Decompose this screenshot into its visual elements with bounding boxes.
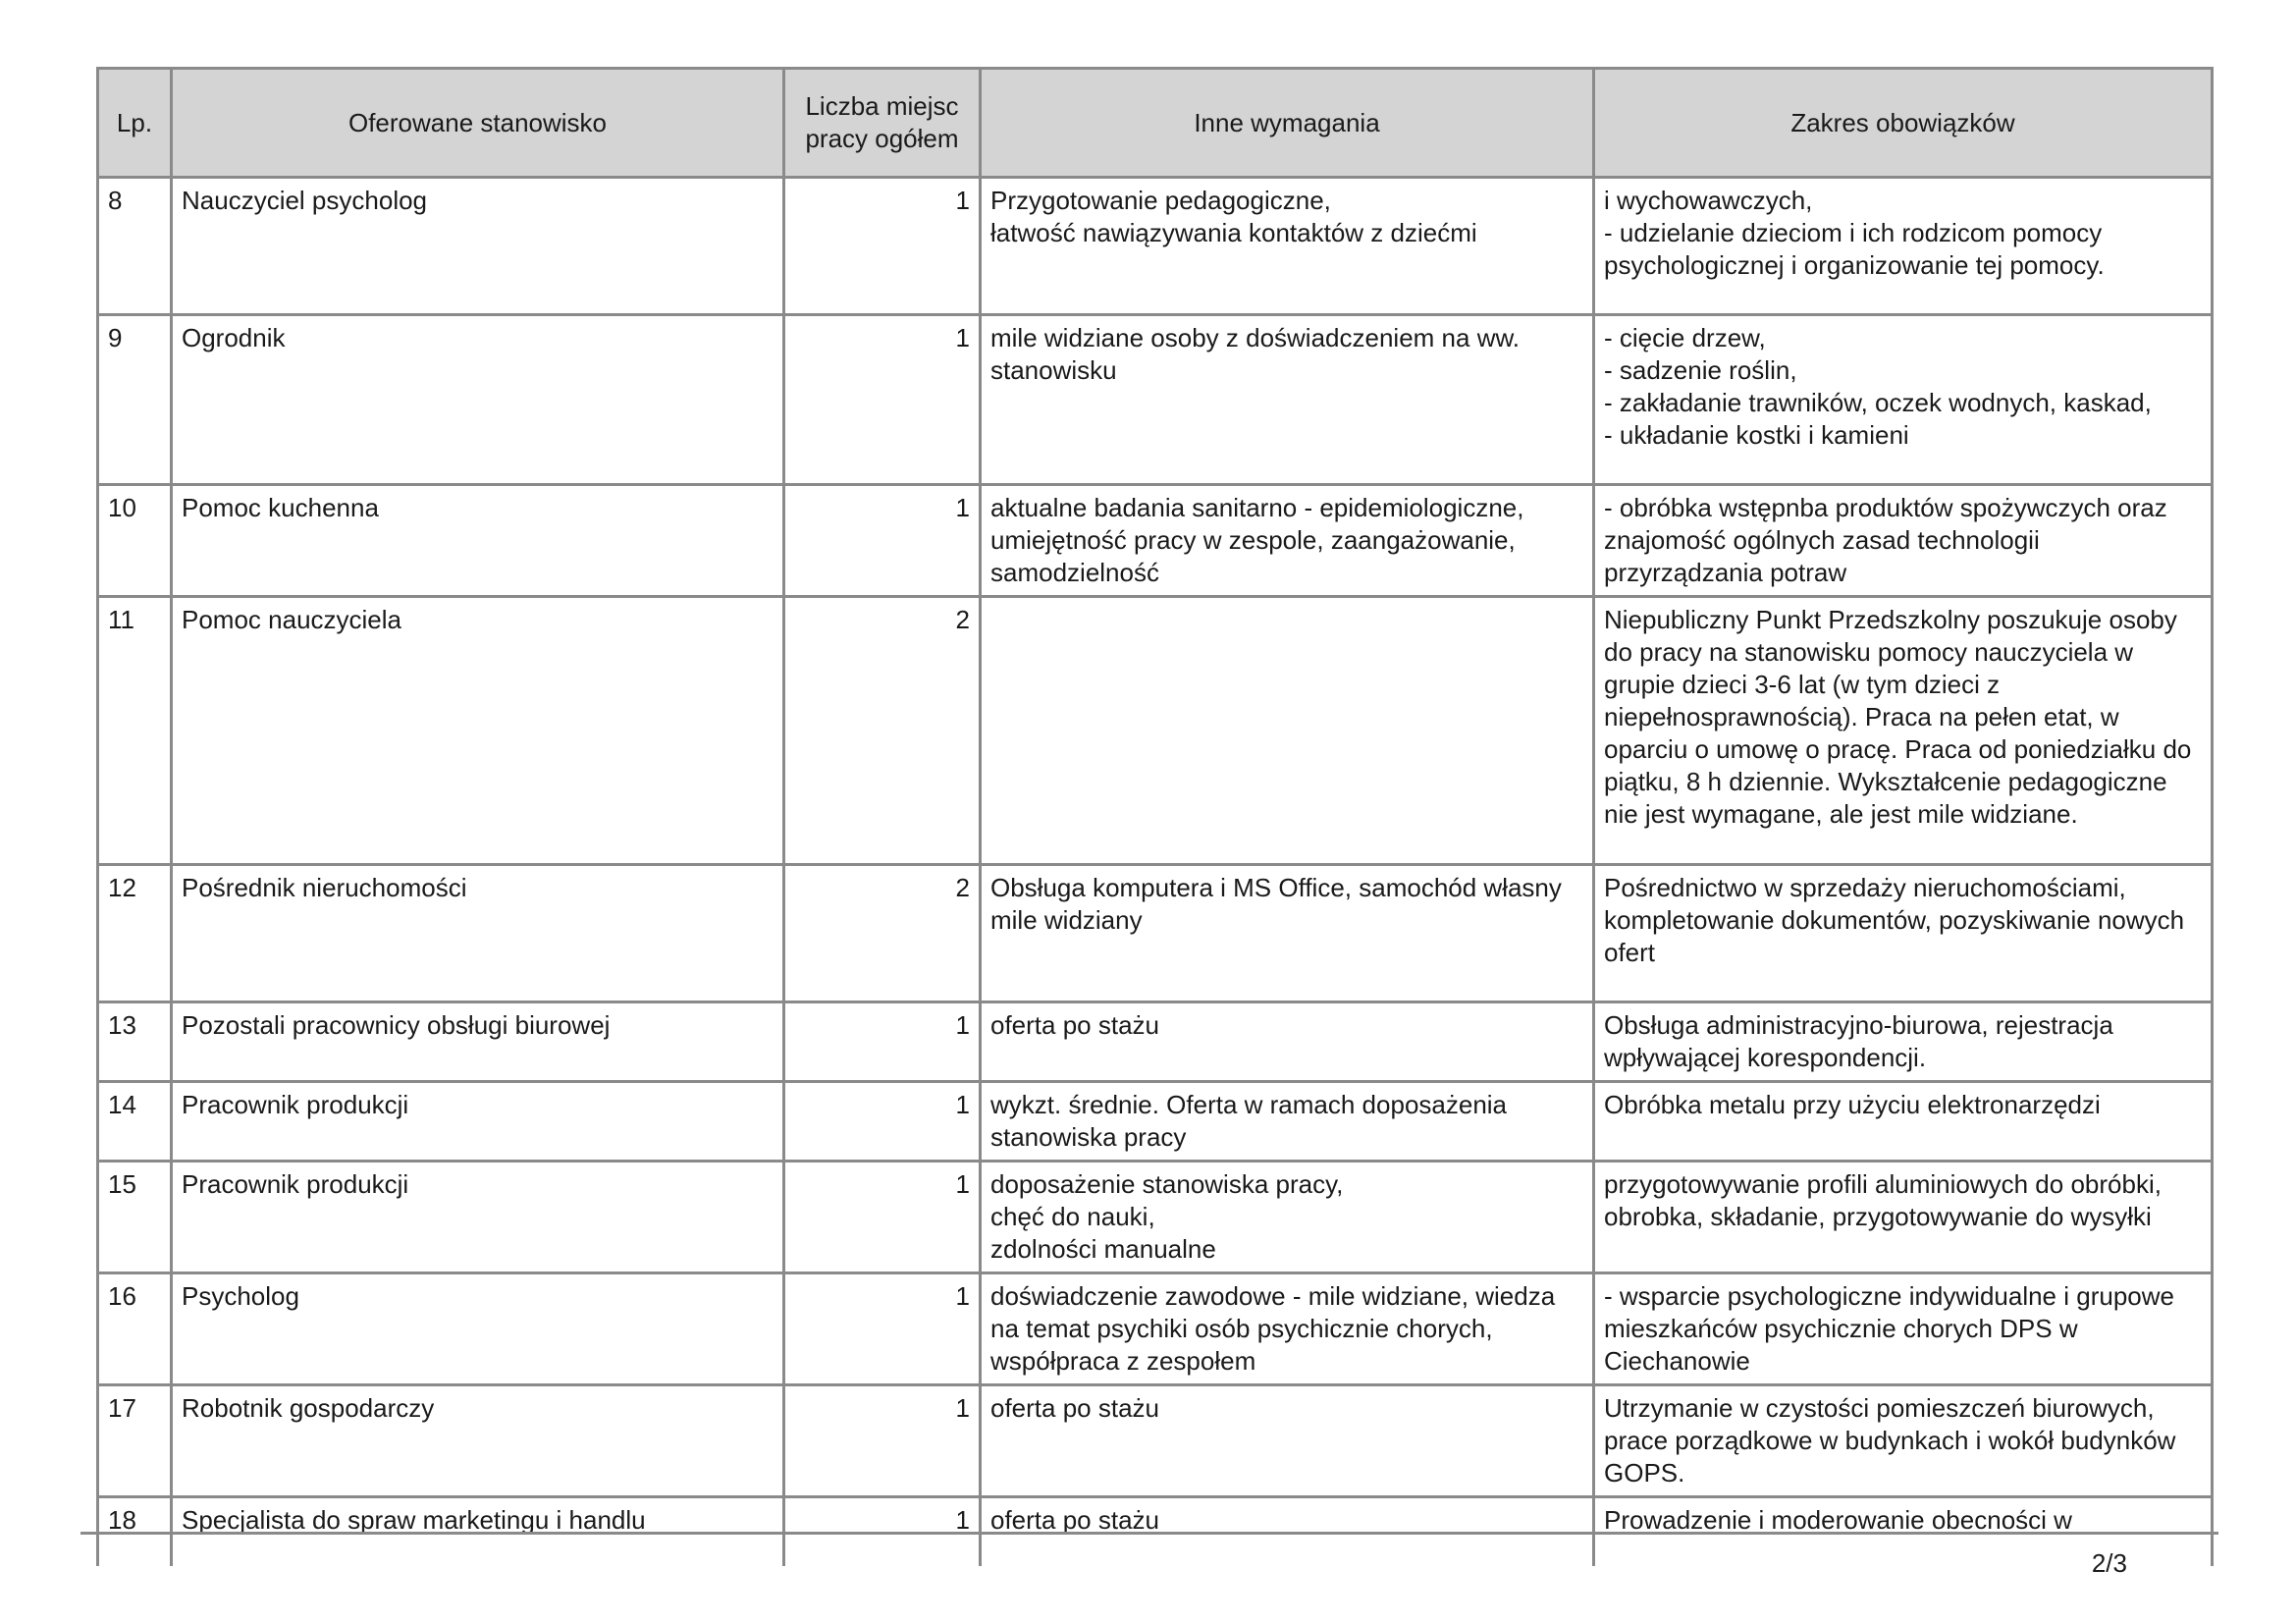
cell-position: Pracownik produkcji <box>172 1082 784 1162</box>
cell-position: Nauczyciel psycholog <box>172 178 784 315</box>
cell-lp: 16 <box>98 1273 172 1385</box>
cell-position: Pośrednik nieruchomości <box>172 865 784 1002</box>
table-row <box>98 1002 2213 1082</box>
footer-divider <box>80 1532 2218 1535</box>
cell-duties: - wsparcie psychologiczne indywidualne i grupowe mieszkańców psychicznie chorych DPS w Ciechanowie <box>1594 1273 2213 1385</box>
cell-duties: - obróbka wstępnba produktów spożywczych oraz znajomość ogólnych zasad technologii przyrządzania potraw <box>1594 485 2213 597</box>
table-row <box>98 865 2213 1002</box>
cell-position: Psycholog <box>172 1273 784 1385</box>
cell-requirements: aktualne badania sanitarno - epidemiologiczne, umiejętność pracy w zespole, zaangażowanie, samodzielność <box>981 485 1594 597</box>
cell-position: Pracownik produkcji <box>172 1162 784 1273</box>
cell-duties: przygotowywanie profili aluminiowych do obróbki, obrobka, składanie, przygotowywanie do wysyłki <box>1594 1162 2213 1273</box>
table-header-row <box>98 69 2213 178</box>
cell-places: 1 <box>784 1497 981 1566</box>
job-offers-table <box>96 67 2214 1566</box>
table-row <box>98 315 2213 485</box>
header-lp: Lp. <box>98 69 172 178</box>
table-row <box>98 1273 2213 1385</box>
table-row <box>98 1385 2213 1497</box>
cell-duties: Obsługa administracyjno-biurowa, rejestracja wpływającej korespondencji. <box>1594 1002 2213 1082</box>
page-number: 2/3 <box>2091 1548 2127 1578</box>
table-row <box>98 178 2213 315</box>
cell-lp: 17 <box>98 1385 172 1497</box>
cell-requirements: wykzt. średnie. Oferta w ramach doposażenia stanowiska pracy <box>981 1082 1594 1162</box>
cell-places: 2 <box>784 865 981 1002</box>
cell-duties: Prowadzenie i moderowanie obecności w <box>1594 1497 2213 1566</box>
table-row <box>98 597 2213 865</box>
cell-places: 1 <box>784 1162 981 1273</box>
header-position: Oferowane stanowisko <box>172 69 784 178</box>
cell-lp: 8 <box>98 178 172 315</box>
cell-places: 1 <box>784 1002 981 1082</box>
cell-requirements: doposażenie stanowiska pracy, chęć do nauki, zdolności manualne <box>981 1162 1594 1273</box>
cell-lp: 18 <box>98 1497 172 1566</box>
cell-duties: Obróbka metalu przy użyciu elektronarzędzi <box>1594 1082 2213 1162</box>
table-row <box>98 1082 2213 1162</box>
cell-lp: 10 <box>98 485 172 597</box>
cell-position: Specjalista do spraw marketingu i handlu <box>172 1497 784 1566</box>
cell-duties: i wychowawczych, - udzielanie dzieciom i ich rodzicom pomocy psychologicznej i organizowanie tej pomocy. <box>1594 178 2213 315</box>
cell-requirements: oferta po stażu <box>981 1002 1594 1082</box>
cell-requirements: oferta po stażu <box>981 1497 1594 1566</box>
cell-position: Pomoc nauczyciela <box>172 597 784 865</box>
cell-places: 2 <box>784 597 981 865</box>
cell-lp: 14 <box>98 1082 172 1162</box>
cell-lp: 12 <box>98 865 172 1002</box>
cell-places: 1 <box>784 1082 981 1162</box>
cell-position: Pomoc kuchenna <box>172 485 784 597</box>
cell-requirements: doświadczenie zawodowe - mile widziane, wiedza na temat psychiki osób psychicznie chorych, współpraca z zespołem <box>981 1273 1594 1385</box>
cell-places: 1 <box>784 315 981 485</box>
cell-lp: 13 <box>98 1002 172 1082</box>
table-row <box>98 1162 2213 1273</box>
cell-duties: Niepubliczny Punkt Przedszkolny poszukuje osoby do pracy na stanowisku pomocy nauczyciela w grupie dzieci 3-6 lat (w tym dzieci z niepełnosprawnością). Praca na pełen etat, w oparciu o umowę o pracę. Praca od poniedziałku do piątku, 8 h dziennie. Wykształcenie pedagogiczne nie jest wymagane, ale jest mile widziane. <box>1594 597 2213 865</box>
cell-duties: Utrzymanie w czystości pomieszczeń biurowych, prace porządkowe w budynkach i wokół budynków GOPS. <box>1594 1385 2213 1497</box>
cell-lp: 15 <box>98 1162 172 1273</box>
cell-lp: 11 <box>98 597 172 865</box>
page-content <box>96 67 2211 1535</box>
cell-lp: 9 <box>98 315 172 485</box>
cell-requirements: Przygotowanie pedagogiczne, łatwość nawiązywania kontaktów z dziećmi <box>981 178 1594 315</box>
cell-places: 1 <box>784 1273 981 1385</box>
cell-position: Robotnik gospodarczy <box>172 1385 784 1497</box>
cell-position: Ogrodnik <box>172 315 784 485</box>
cell-places: 1 <box>784 178 981 315</box>
cell-requirements <box>981 597 1594 865</box>
header-requirements: Inne wymagania <box>981 69 1594 178</box>
header-places: Liczba miejsc pracy ogółem <box>784 69 981 178</box>
cell-requirements: oferta po stażu <box>981 1385 1594 1497</box>
header-duties: Zakres obowiązków <box>1594 69 2213 178</box>
cell-duties: - cięcie drzew, - sadzenie roślin, - zakładanie trawników, oczek wodnych, kaskad, - układanie kostki i kamieni <box>1594 315 2213 485</box>
cell-places: 1 <box>784 1385 981 1497</box>
cell-position: Pozostali pracownicy obsługi biurowej <box>172 1002 784 1082</box>
cell-requirements: mile widziane osoby z doświadczeniem na ww. stanowisku <box>981 315 1594 485</box>
table-row <box>98 485 2213 597</box>
cell-places: 1 <box>784 485 981 597</box>
cell-requirements: Obsługa komputera i MS Office, samochód własny mile widziany <box>981 865 1594 1002</box>
cell-duties: Pośrednictwo w sprzedaży nieruchomościami, kompletowanie dokumentów, pozyskiwanie nowych ofert <box>1594 865 2213 1002</box>
